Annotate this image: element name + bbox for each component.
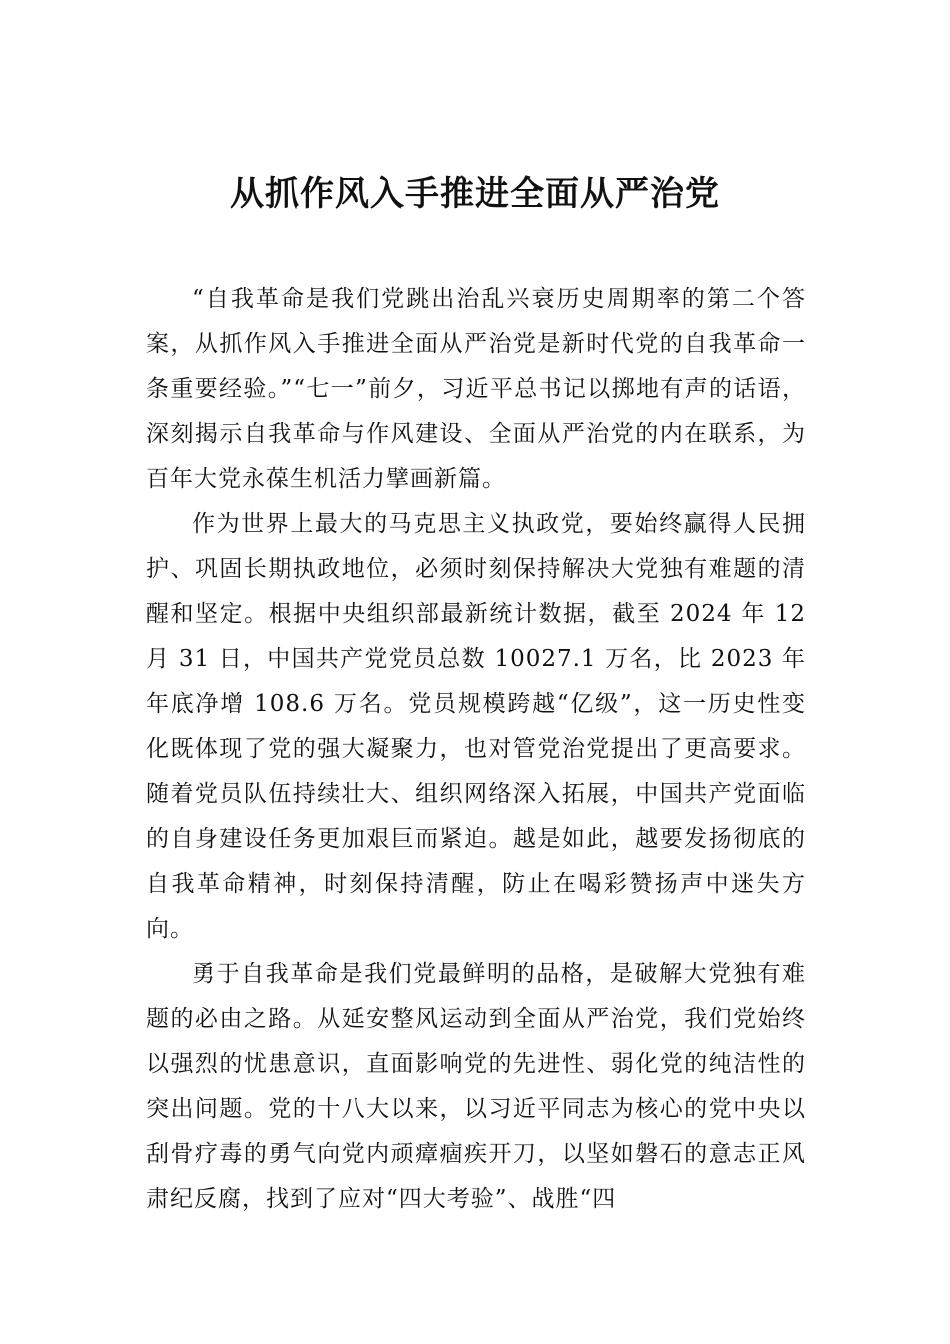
document-title: 从抓作风入手推进全面从严治党 — [230, 174, 720, 214]
paragraph: 作为世界上最大的马克思主义执政党，要始终赢得人民拥护、巩固长期执政地位，必须时刻保持解决大党独有难题的清醒和坚定。根据中央组织部最新统计数据，截至 2024 年 12 月 31 日，中国共产党党员总数 10027.1 万名，比 2023 年年底净增 108.6 万名。党员规模跨越“亿级”，这一历史性变化既体现了党的强大凝聚力，也对管党治党提出了更高要求。随着党员队伍持续壮大、组织网络深入拓展，中国共产党面临的自身建设任务更加艰巨而紧迫。越是如此，越要发扬彻底的自我革命精神，时刻保持清醒，防止在喝彩赞扬声中迷失方向。 — [146, 511, 806, 942]
document-body — [146, 277, 806, 1222]
paragraph: 勇于自我革命是我们党最鲜明的品格，是破解大党独有难题的必由之路。从延安整风运动到全面从严治党，我们党始终以强烈的忧患意识，直面影响党的先进性、弱化党的纯洁性的突出问题。党的十八大以来，以习近平同志为核心的党中央以刮骨疗毒的勇气向党内顽瘴痼疾开刀，以坚如磐石的意志正风肃纪反腐，找到了应对“四大考验”、战胜“四 — [146, 961, 806, 1212]
paragraph: “自我革命是我们党跳出治乱兴衰历史周期率的第二个答案，从抓作风入手推进全面从严治党是新时代党的自我革命一条重要经验。”“七一”前夕，习近平总书记以掷地有声的话语，深刻揭示自我革命与作风建设、全面从严治党的内在联系，为百年大党永葆生机活力擘画新篇。 — [146, 286, 806, 492]
